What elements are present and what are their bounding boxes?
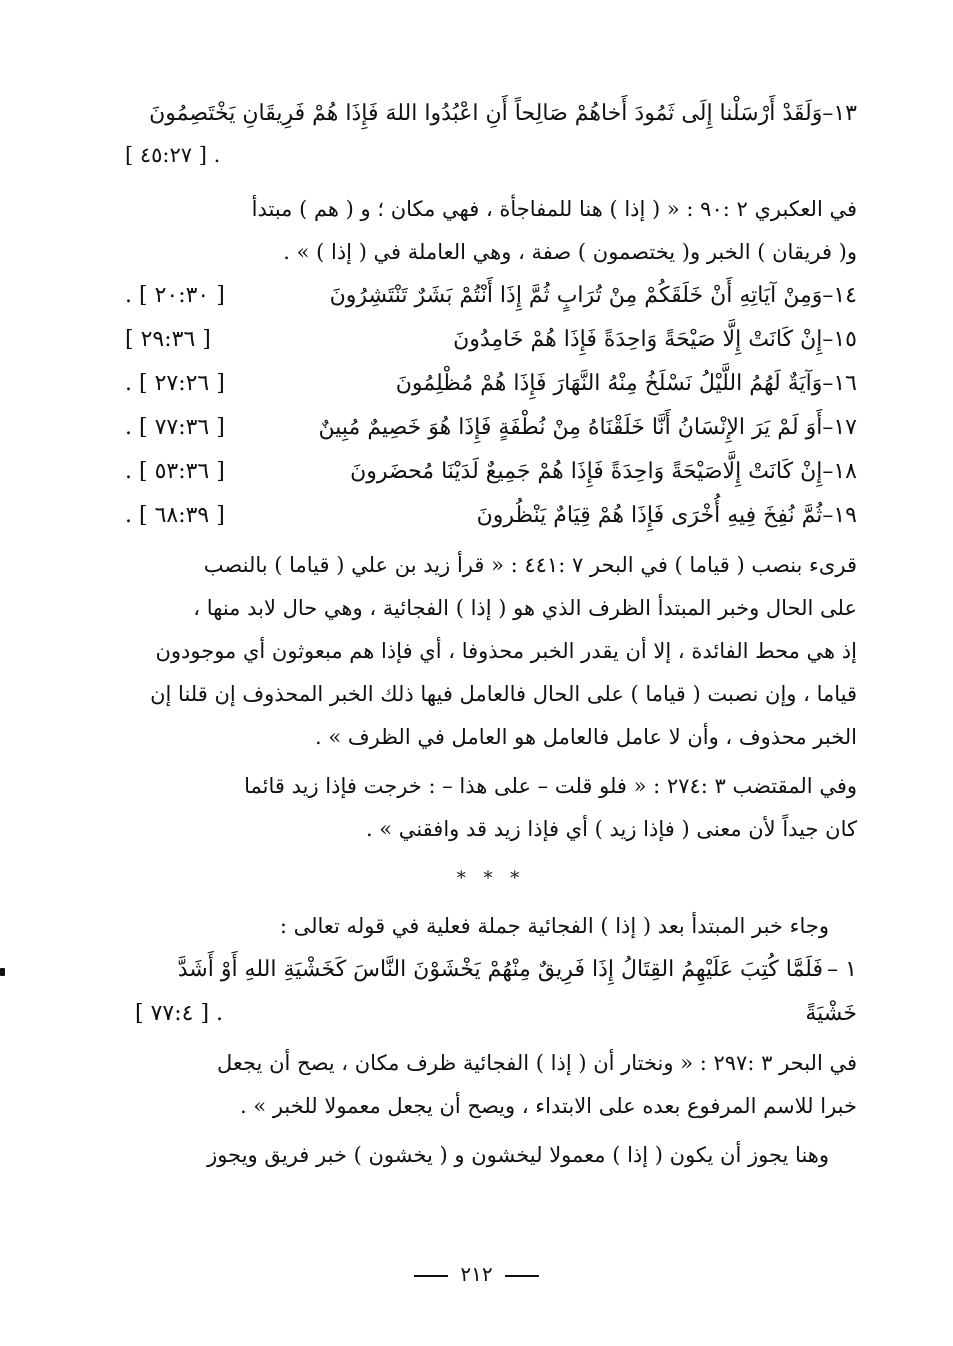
verse-text: وَآيَةٌ لَهُمُ اللَّيْلُ نَسْلَخُ مِنْهُ النَّهَارَ فَإِذَا هُمْ مُظْلِمُونَ [395,371,823,396]
bahr-441-commentary [125,544,857,759]
prose-line: و( فريقان ) الخبر و( يختصمون ) صفة ، وهي العاملة في ( إذا ) » . [283,240,857,264]
verse-text: خَشْيَةً [805,1001,857,1026]
verse-reference: [ ٥٣:٣٦ ] . [125,459,225,484]
verse-text: وَمِنْ آيَاتِهِ أَنْ خَلَقَكُمْ مِنْ تُرَابٍ ثُمَّ إِذَا أَنْتُمْ بَشَرٌ تَنْتَشِرُونَ [329,283,823,308]
verse-reference: . [ ٤٥:٢٧ ] [125,143,221,167]
prose-line: قرىء بنصب ( قياما ) في البحر ٧ :٤٤١ : « قرأ زيد بن علي ( قياما ) بالنصب [203,553,857,577]
prose-line: قياما ، وإن نصبت ( قياما ) على الحال فالعامل فيها ذلك الخبر المحذوف إن قلنا إن [150,682,857,706]
verse-19 [125,494,857,538]
verse-reference: [ ٧٧:٣٦ ] . [125,415,225,440]
verse-14 [125,274,857,318]
verse-reference: [ ٢٧:٢٦ ] . [125,371,225,396]
muqtadab-commentary [125,765,857,851]
document-page [125,92,857,1177]
section-intro: وجاء خبر المبتدأ بعد ( إذا ) الفجائية جملة فعلية في قوله تعالى : [279,914,829,938]
prose-line: كان جيداً لأن معنى ( فإذا زيد ) أي فإذا زيد قد وافقني » . [365,817,857,841]
verse-number: ١٩– [822,503,857,528]
verse-reference: [ ٦٨:٣٩ ] . [125,503,225,528]
verse-text: وَلَقَدْ أَرْسَلْنا إِلَى ثَمُودَ أَخاهُمْ صَالِحاً أَنِ اعْبُدُوا اللهَ فَإِذَا هُمْ فَرِيقَانِ يَخْتَصِمُونَ [149,101,823,126]
verse-reference: . [ ٧٧:٤ ] [135,1001,224,1026]
footer-dash [505,1275,539,1277]
prose-line: خبرا للاسم المرفوع بعده على الابتداء ، ويصح أن يجعل معمولا للخبر » . [239,1094,857,1118]
prose-line: وهنا يجوز أن يكون ( إذا ) معمولا ليخشون و ( يخشون ) خبر فريق ويجوز [207,1143,829,1167]
verse-number: ١ – [827,957,857,982]
verse-number: ١٨– [822,459,857,484]
verse-1-continuation [125,992,857,1036]
verse-number: ١٤– [822,283,857,308]
verse-text: إِنْ كَانَتْ إِلَّا صَيْحَةً وَاحِدَةً فَإِذَا هُمْ خَامِدُونَ [453,327,823,352]
page-footer [0,1262,953,1286]
prose-line: إذ هي محط الفائدة ، إلا أن يقدر الخبر محذوفا ، أي فإذا هم مبعوثون أي موجودون [155,639,857,663]
verse-18 [125,450,857,494]
section-separator: * * * [456,868,526,889]
closing-paragraph [125,1134,857,1177]
verse-15 [125,318,857,362]
verse-16 [125,362,857,406]
verse-text: فَلَمَّا كُتِبَ عَلَيْهِمُ القِتَالُ إِذَا فَرِيقٌ مِنْهُمْ يَخْشَوْنَ النَّاسَ كَخَشْيَةِ اللهِ أَوْ أَشَدَّ [177,957,823,982]
verse-reference: [ ٢٠:٣٠ ] . [125,283,225,308]
bahr-297-commentary [125,1042,857,1128]
prose-line: الخبر محذوف ، وأن لا عامل فالعامل هو العامل في الظرف » . [314,725,857,749]
verse-reference: [ ٢٩:٣٦ ] [125,327,211,352]
prose-line: وفي المقتضب ٣ :٢٧٤ : « فلو قلت – على هذا – : خرجت فإذا زيد قائما [244,774,857,798]
margin-mark [0,968,5,976]
ukbari-commentary [125,188,857,274]
prose-line: في العكبري ٢ :٩٠ : « ( إذا ) هنا للمفاجأة ، فهي مكان ؛ و ( هم ) مبتدأ [251,197,857,221]
page-number: ٢١٢ [460,1262,493,1286]
verse-number: ١٥– [822,327,857,352]
prose-line: في البحر ٣ :٢٩٧ : « ونختار أن ( إذا ) الفجائية ظرف مكان ، يصح أن يجعل [216,1051,857,1075]
footer-dash [414,1275,448,1277]
verse-text: إِنْ كَانَتْ إِلَّاصَيْحَةً وَاحِدَةً فَإِذَا هُمْ جَمِيعٌ لَدَيْنَا مُحضَرونَ [350,459,823,484]
verse-13 [125,92,857,136]
verse-number: ١٦– [822,371,857,396]
verse-text: ثُمَّ نُفِخَ فِيهِ أُخْرَى فَإِذَا هُمْ قِيَامٌ يَنْظُرونَ [476,503,823,528]
prose-line: على الحال وخبر المبتدأ الظرف الذي هو ( إذا ) الفجائية ، وهي حال لابد منها ، [193,596,857,620]
verse-1 [125,948,857,992]
verse-number: ١٧– [822,415,857,440]
verse-text: أَوَ لَمْ يَرَ الإِنْسَانُ أَنَّا خَلَقْنَاهُ مِنْ نُطْفَةٍ فَإِذَا هُوَ خَصِيمٌ مُبِينٌ [318,415,823,440]
verse-17 [125,406,857,450]
verse-number: ١٣– [822,101,857,126]
